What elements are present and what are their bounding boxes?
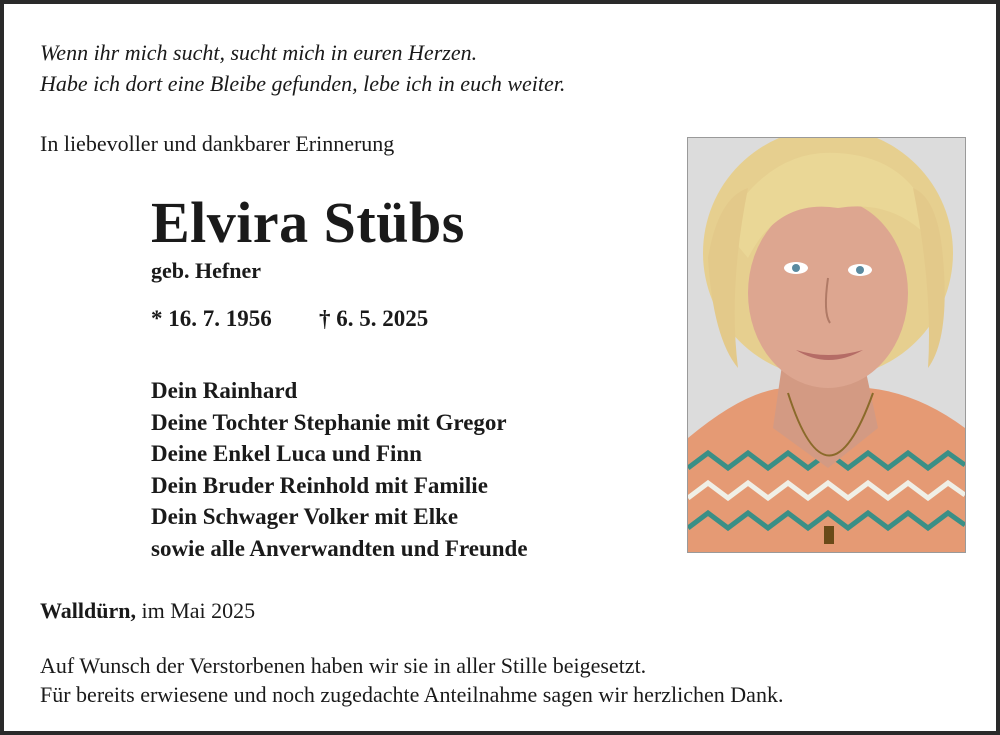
deceased-name: Elvira Stübs (151, 190, 465, 255)
mourner-line: Deine Enkel Luca und Finn (151, 441, 422, 466)
death-date: † 6. 5. 2025 (319, 306, 429, 331)
life-dates (151, 306, 428, 332)
poem-line: Wenn ihr mich sucht, sucht mich in euren Herzen. (40, 40, 478, 65)
portrait-photo (687, 137, 966, 553)
closing-text (40, 651, 783, 709)
closing-line: Für bereits erwiesene und noch zugedachte Anteilnahme sagen wir herzlichen Dank. (40, 682, 784, 707)
mourner-line: Dein Bruder Reinhold mit Familie (151, 472, 488, 498)
place-and-date (40, 598, 255, 624)
poem-line: Habe ich dort eine Bleibe gefunden, lebe ich in euch weiter. (40, 71, 566, 96)
birth-name: geb. Hefner (151, 258, 261, 283)
mourner-line: Deine Tochter Stephanie mit Gregor (151, 409, 507, 435)
mourner-line: Dein Rainhard (151, 378, 298, 403)
mourner-line: Dein Schwager Volker mit Elke (151, 504, 459, 529)
portrait-illustration (688, 138, 965, 552)
poem (40, 37, 565, 99)
remembrance-line: In liebevoller und dankbarer Erinnerung (40, 131, 395, 156)
closing-line: Auf Wunsch der Verstorbenen haben wir sie in aller Stille beigesetzt. (40, 653, 647, 678)
date-text: im Mai 2025 (135, 598, 256, 623)
mourners-list (151, 375, 528, 564)
mourner-line: sowie alle Anverwandten und Freunde (151, 535, 528, 561)
town: Walldürn, (40, 598, 136, 623)
birth-date: * 16. 7. 1956 (151, 306, 272, 331)
